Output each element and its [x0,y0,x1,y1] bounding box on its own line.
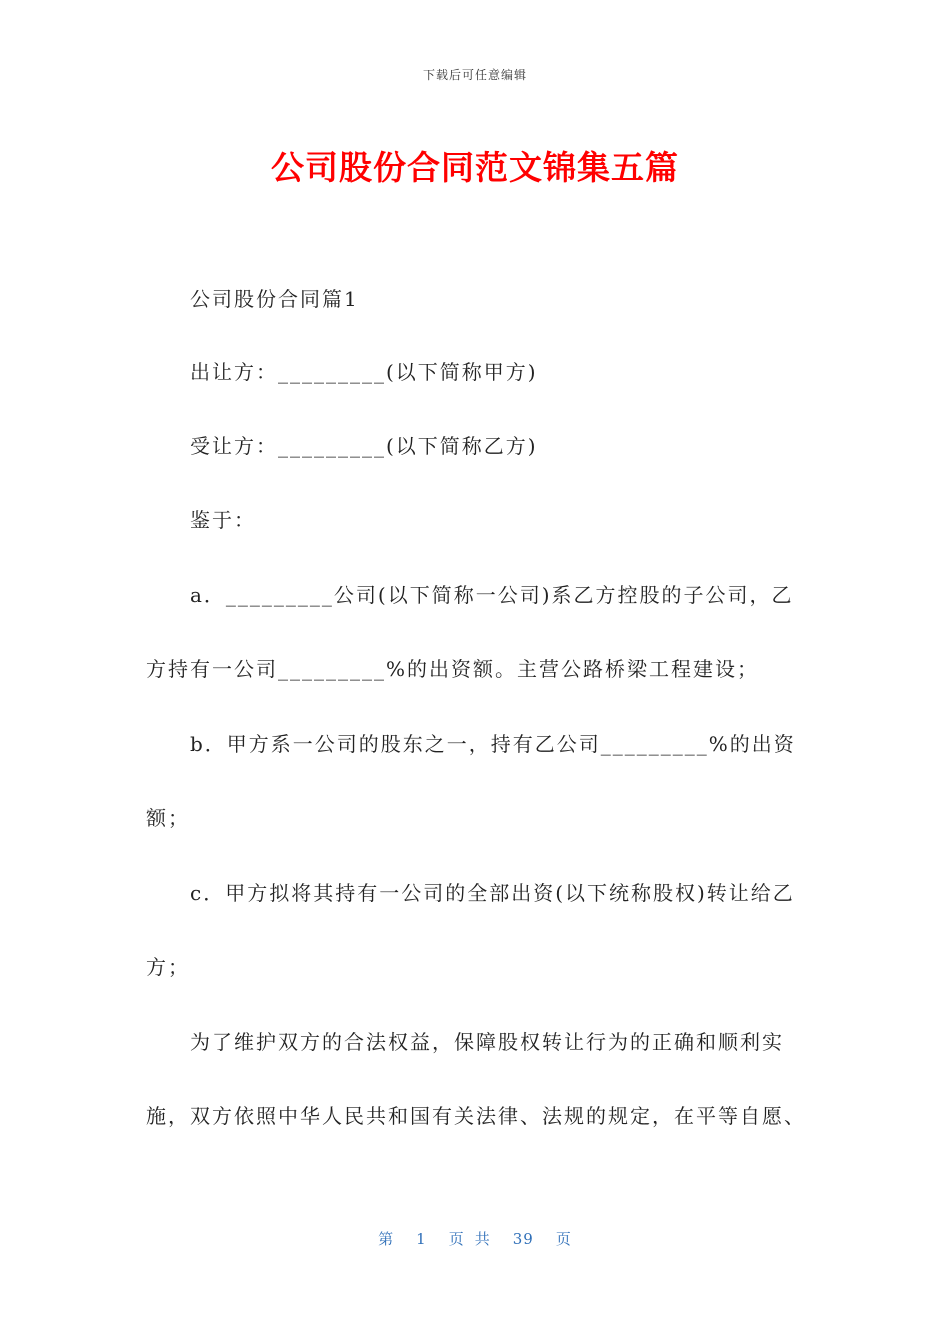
footer-page-number: 1 [416,1230,427,1248]
paragraph-line: 出让方：_________(以下简称甲方) [190,360,538,384]
paragraph-line: 鉴于： [190,508,256,532]
footer-page-label: 第 [378,1230,395,1248]
footer-total-word: 页 [555,1230,572,1248]
page-header-note: 下载后可任意编辑 [422,68,527,82]
paragraph-line: 额； [146,806,190,830]
paragraph-line: b．甲方系一公司的股东之一，持有乙公司_________%的出资 [190,732,796,756]
document-title: 公司股份合同范文锦集五篇 [271,148,679,187]
footer-total-pages: 39 [512,1230,534,1248]
footer-total-label: 共 [474,1230,491,1248]
paragraph-line: c．甲方拟将其持有一公司的全部出资(以下统称股权)转让给乙 [190,881,795,905]
paragraph-line: a．_________公司(以下简称一公司)系乙方控股的子公司，乙 [190,583,794,607]
paragraph-line: 为了维护双方的合法权益，保障股权转让行为的正确和顺利实 [190,1030,784,1054]
paragraph-line: 方持有一公司_________%的出资额。主营公路桥梁工程建设； [146,657,760,681]
page-footer [0,1228,950,1249]
paragraph-line: 公司股份合同篇1 [190,287,359,311]
paragraph-line: 施，双方依照中华人民共和国有关法律、法规的规定，在平等自愿、 [146,1104,806,1128]
paragraph-line: 受让方：_________(以下简称乙方) [190,434,538,458]
paragraph-line: 方； [146,955,190,979]
footer-page-word: 页 [448,1230,465,1248]
